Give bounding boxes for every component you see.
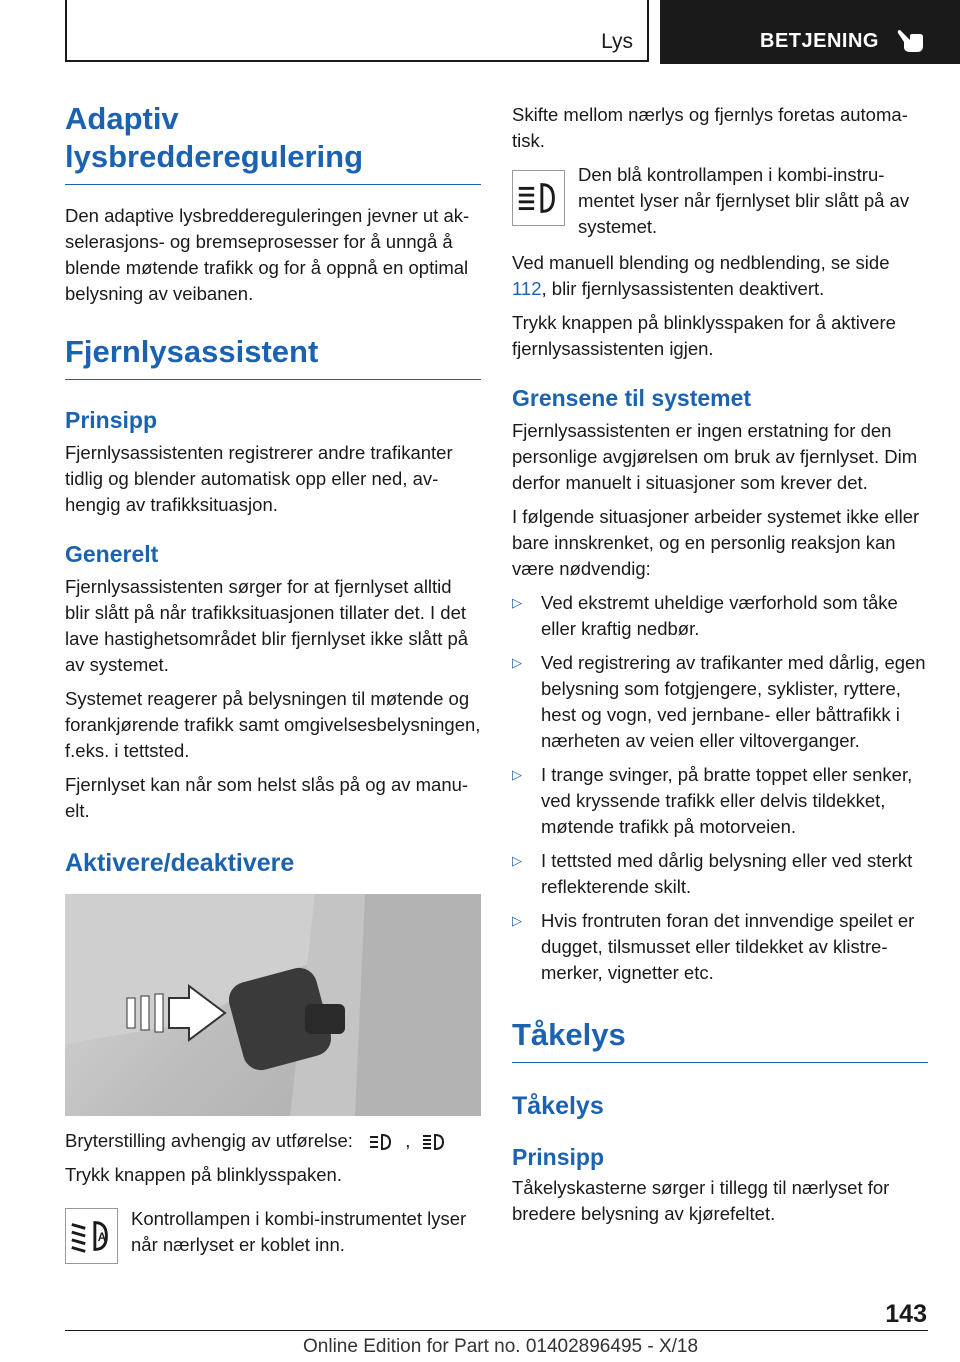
heading-takelys-chapter: Tåkelys <box>512 1016 928 1063</box>
heading-prinsipp-takelys: Prinsipp <box>512 1144 605 1170</box>
high-beam-assistant-icon <box>421 1131 447 1153</box>
note-low-beam <box>65 1206 481 1268</box>
right-column <box>512 102 928 1227</box>
paragraph-prinsipp: Fjernlysassistenten registrerer andre trafikanter tidlig og blender automatisk opp eller ned, avhengig av trafikksituasjon. <box>65 442 453 515</box>
paragraph-trykk: Trykk knappen på blinklysspaken. <box>65 1164 342 1185</box>
paragraph-manuell <box>512 250 928 302</box>
header-section-box <box>65 0 649 62</box>
limitations-list <box>512 590 928 986</box>
note-low-beam-text: Kontrollampen i kombi-instrumentet lyser når nærlyset er koblet inn. <box>131 1208 467 1255</box>
footer-edition: Online Edition for Part no. 01402896495 - X/18 <box>303 1336 699 1357</box>
paragraph-adaptive: Den adaptive lysbreddereguleringen jevner ut akselerasjons- og bremseprosesser for å unngå å blende møtende trafikk og for å oppnå en optimal belysning av veibanen. <box>65 205 470 304</box>
pointing-hand-icon <box>896 26 926 54</box>
paragraph-trykk-right: Trykk knappen på blinklysspaken for å aktivere fjernlysassistenten igjen. <box>512 312 896 359</box>
list-item-text: Hvis frontruten foran det innvendige speilet er dugget, tilsmusset eller tildekket av klistremerker, vignetter etc. <box>541 910 915 983</box>
heading-adaptive: Adaptiv lysbredderegulering <box>65 100 395 185</box>
paragraph-generelt-3: Fjernlyset kan når som helst slås på og av manuelt. <box>65 774 469 821</box>
paragraph-grensene-2: I følgende situasjoner arbeider systemet ikke eller bare innskrenket, og en personlig reaksjon kan være nødvendig: <box>512 506 920 579</box>
heading-prinsipp: Prinsipp <box>65 407 158 433</box>
bryter-text: Bryterstilling avhengig av utførelse: <box>65 1130 353 1151</box>
bryter-separator: , <box>405 1130 411 1151</box>
note-high-beam <box>512 162 928 240</box>
heading-aktivere: Aktivere/deaktivere <box>65 849 295 877</box>
list-item <box>512 762 928 840</box>
manuell-text-a: Ved manuell blending og nedblending, se side <box>512 252 890 273</box>
high-beam-indicator-icon <box>512 170 565 226</box>
paragraph-prinsipp-takelys: Tåkelyskasterne sørger i tillegg til nærlyset for bredere belysning av kjørefeltet. <box>512 1177 890 1224</box>
header-chapter-title: BETJENING <box>760 30 879 52</box>
turn-signal-lever-photo <box>65 894 481 1116</box>
manuell-text-b: , blir fjernlysassistenten deaktivert. <box>541 278 825 299</box>
triangle-bullet-icon: ▷ <box>512 595 522 610</box>
header-section-title: Lys <box>601 30 633 53</box>
left-column <box>65 100 481 1268</box>
lever-illustration <box>65 894 481 1116</box>
auto-high-beam-icon <box>368 1131 394 1153</box>
heading-assist: Fjernlysassistent <box>65 333 481 380</box>
paragraph-grensene-1: Fjernlysassistenten er ingen erstatning for den personlige avgjørelsen om bruk av fjernlyset. Dim derfor manuelt i situasjoner som krever det. <box>512 420 918 493</box>
list-item-text: Ved registrering av trafikanter med dårlig, egen belysning som fotgjengere, syklister, ryttere, hest og vogn, ved jernbane- eller båttrafikk i nærheten av veien eller viltoverganger. <box>541 652 926 751</box>
triangle-bullet-icon: ▷ <box>512 767 522 782</box>
heading-grensene: Grensene til systemet <box>512 385 752 411</box>
triangle-bullet-icon: ▷ <box>512 655 522 670</box>
heading-takelys-section: Tåkelys <box>512 1092 604 1120</box>
svg-text:A: A <box>97 1231 107 1244</box>
list-item <box>512 908 928 986</box>
list-item <box>512 650 928 754</box>
list-item <box>512 590 928 642</box>
footer-divider <box>65 1330 928 1331</box>
note-high-beam-text: Den blå kontrollampen i kombi-instrumentet lyser når fjernlyset blir slått på av systemet. <box>578 164 910 237</box>
header-chapter-tab <box>660 0 960 64</box>
triangle-bullet-icon: ▷ <box>512 853 522 868</box>
page-number: 143 <box>885 1300 927 1328</box>
paragraph-skifte: Skifte mellom nærlys og fjernlys foretas automatisk. <box>512 104 908 151</box>
heading-generelt: Generelt <box>65 541 159 567</box>
page-link-112[interactable]: 112 <box>512 278 542 299</box>
low-beam-indicator-icon <box>65 1208 118 1264</box>
list-item-text: I tettsted med dårlig belysning eller ved sterkt reflekterende skilt. <box>541 850 913 897</box>
triangle-bullet-icon: ▷ <box>512 913 522 928</box>
page-header <box>0 0 960 66</box>
list-item-text: I trange svinger, på bratte toppet eller senker, ved kryssende trafikk eller delvis tildekket, møtende trafikk på motorveien. <box>541 764 913 837</box>
paragraph-generelt-2: Systemet reagerer på belysningen til møtende og forankjørende trafikk samt omgivelsesbelysningen, f.eks. i tettsted. <box>65 688 481 761</box>
paragraph-bryter <box>65 1128 481 1154</box>
paragraph-generelt-1: Fjernlysassistenten sørger for at fjernlyset alltid blir slått på når trafikksituasjonen tillater det. I det lave hastighetsområdet blir fjernlyset ikke slått på av systemet. <box>65 576 469 675</box>
list-item <box>512 848 928 900</box>
list-item-text: Ved ekstremt uheldige værforhold som tåke eller kraftig nedbør. <box>541 592 898 639</box>
